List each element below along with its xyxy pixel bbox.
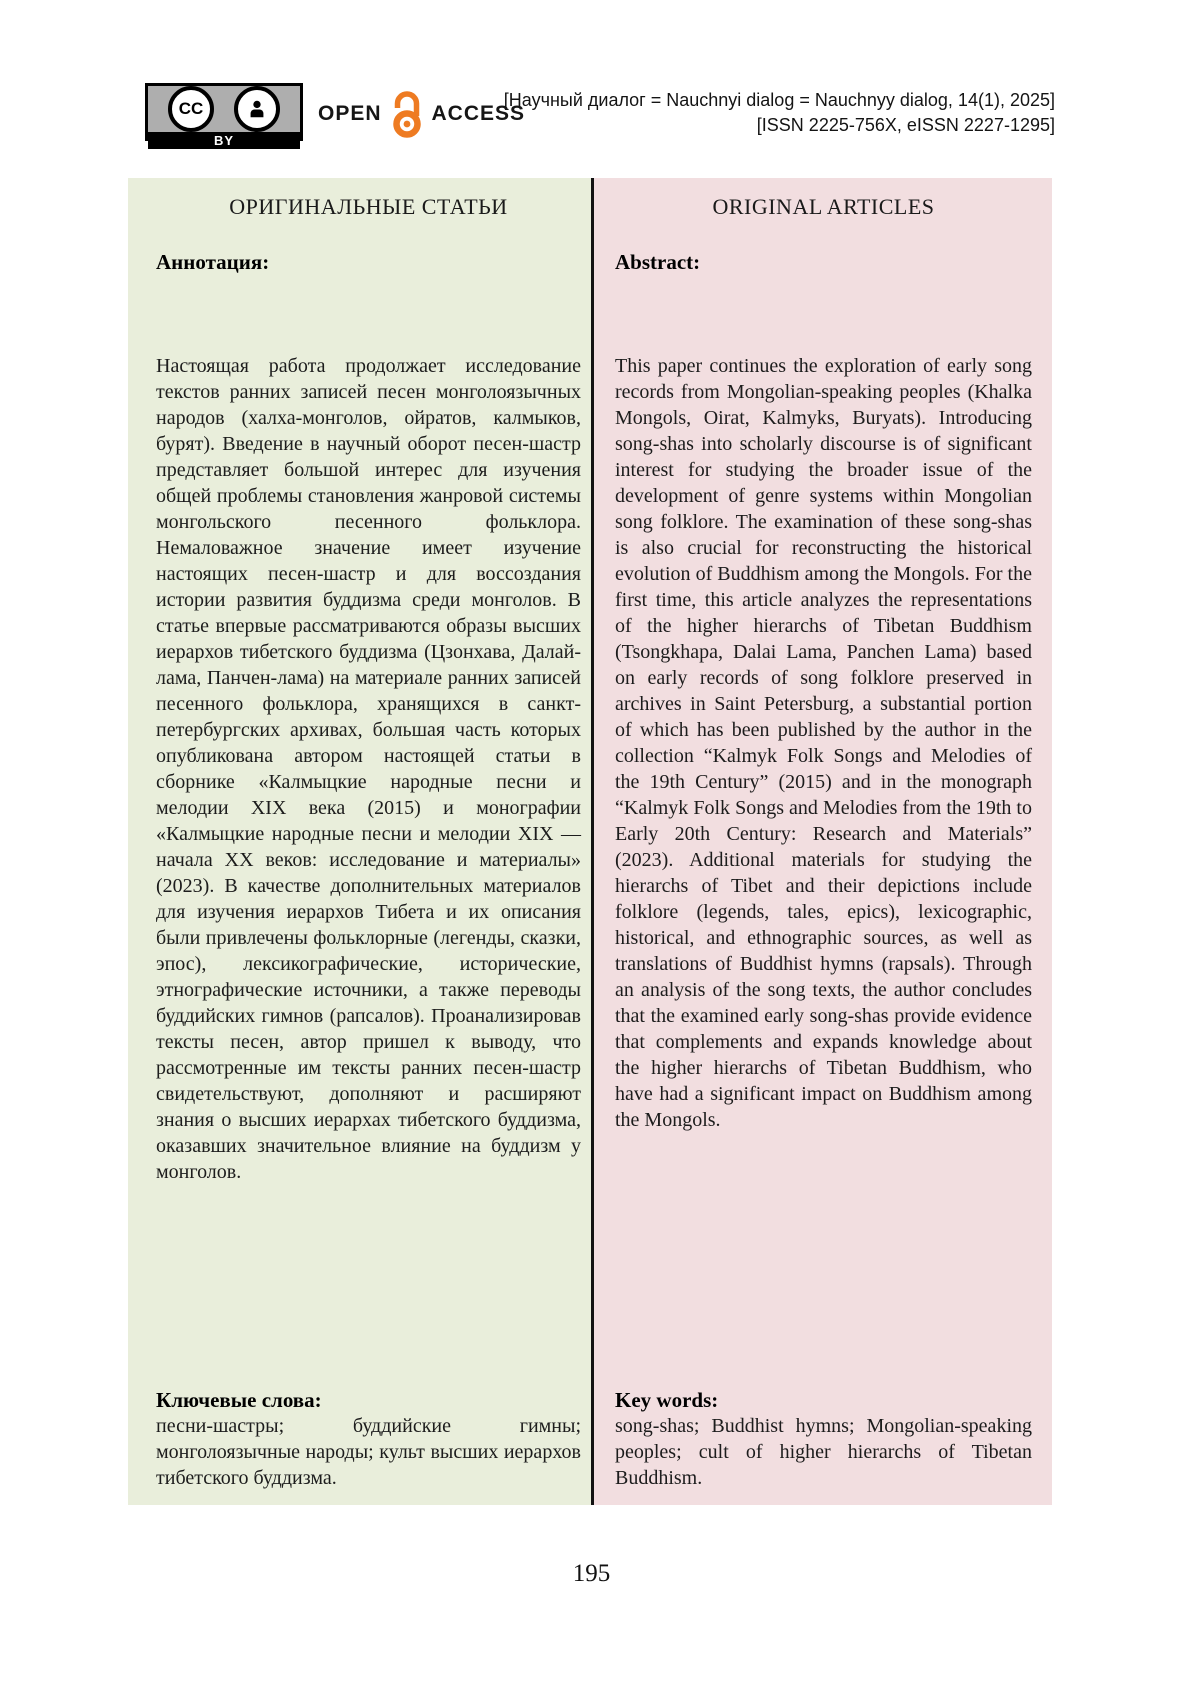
section-title-english: ORIGINAL ARTICLES (712, 194, 935, 219)
keywords-block-english (615, 1388, 1032, 1491)
cc-by-label: BY (148, 132, 300, 149)
abstract-text-english: This paper continues the exploration of early song records from Mongolian-speaking peoples (Khalka Mongols, Oirat, Kalmyks, Buryats). Introducing song-shas into scholarly discourse is of significant interest for studying the broader issue of the development of genre systems within Mongolian song folklore. The examination of these song-shas is also crucial for reconstructing the historical evolution of Buddhism among the Mongols. For the first time, this article analyzes the representations of the higher hierarchs of Tibetan Buddhism (Tsongkhapa, Dalai Lama, Panchen Lama) based on early records of song folklore preserved in archives in Saint Petersburg, a substantial portion of which has been published by the author in the collection “Kalmyk Folk Songs and Melodies of the 19th Century” (2015) and in the monograph “Kalmyk Folk Songs and Melodies from the 19th to Early 20th Century: Research and Materials” (2023). Additional materials for studying the hierarchs of Tibet and their depictions include folklore (legends, tales, epics), lexicographic, historical, and ethnographic sources, as well as translations of Buddhist hymns (rapsals). Through an analysis of the song texts, the author concludes that the examined early song-shas provide evidence that complements and expands knowledge about the higher hierarchs of Tibetan Buddhism, who have had a significant impact on Buddhism among the Mongols. (615, 355, 1032, 1131)
abstract-label-english: Abstract: (615, 250, 701, 274)
keywords-text-english: song-shas; Buddhist hymns; Mongolian-speaking peoples; cult of higher hierarchs of Tibetan Buddhism. (615, 1415, 1032, 1489)
journal-reference-line1: [Научный диалог = Nauchnyi dialog = Nauchnyy dialog, 14(1), 2025] (503, 90, 1055, 110)
open-access-open-label: OPEN (318, 102, 382, 125)
page-number: 195 (572, 1560, 611, 1587)
attribution-person-icon (234, 86, 280, 132)
keywords-label-russian: Ключевые слова: (156, 1388, 322, 1412)
cc-by-license-badge (145, 83, 303, 148)
journal-reference-line2: [ISSN 2225-756X, eISSN 2227-1295] (756, 115, 1055, 135)
russian-abstract-column (128, 178, 594, 1505)
journal-reference (504, 88, 1055, 138)
cc-badge-icons (148, 86, 300, 132)
abstract-text-russian: Настоящая работа продолжает исследование текстов ранних записей песен монголоязычных народов (халха-монголов, ойратов, калмыков, бурят). Введение в научный оборот песен-шастр представляет большой интерес для изучения общей проблемы становления жанровой системы монгольского песенного фольклора. Немаловажное значение имеет изучение настоящих песен-шастр и для воссоздания истории развития буддизма среди монголов. В статье впервые рассматриваются образы высших иерархов тибетского буддизма (Цзонхава, Далай-лама, Панчен-лама) на материале ранних записей песенного фольклора, хранящихся в санкт-петербургских архивах, большая часть которых опубликована автором настоящей статьи в сборнике «Калмыцкие народные песни и мелодии XIX века (2015) и монографии «Калмыцкие народные песни и мелодии XIX — начала XX веков: исследование и материалы» (2023). В качестве дополнительных материалов для изучения иерархов Тибета и их описания были привлечены фольклорные (легенды, сказки, эпос), лексикографические, исторические, этнографические источники, а также переводы буддийских гимнов (рапсалов). Проанализировав тексты песен, автор пришел к выводу, что рассмотренные им тексты ранних песен-шастр свидетельствуют, дополняют и расширяют знания о высших иерархах тибетского буддизма, оказавших значительное влияние на буддизм у монголов. (156, 355, 581, 1183)
abstract-columns (128, 178, 1055, 1505)
cc-icon (168, 86, 214, 132)
keywords-block-russian (156, 1388, 581, 1491)
keywords-label-english: Key words: (615, 1388, 719, 1412)
open-lock-icon (389, 89, 425, 139)
english-abstract-column (594, 178, 1052, 1505)
open-access-access-label: ACCESS (431, 102, 526, 125)
abstract-label-russian: Аннотация: (156, 250, 270, 274)
section-title-russian: ОРИГИНАЛЬНЫЕ СТАТЬИ (229, 194, 508, 219)
keywords-text-russian: песни-шастры; буддийские гимны; монголоязычные народы; культ высших иерархов тибетского буддизма. (156, 1415, 581, 1489)
cc-icon-label: CC (178, 99, 204, 118)
open-access-logo (318, 86, 525, 142)
